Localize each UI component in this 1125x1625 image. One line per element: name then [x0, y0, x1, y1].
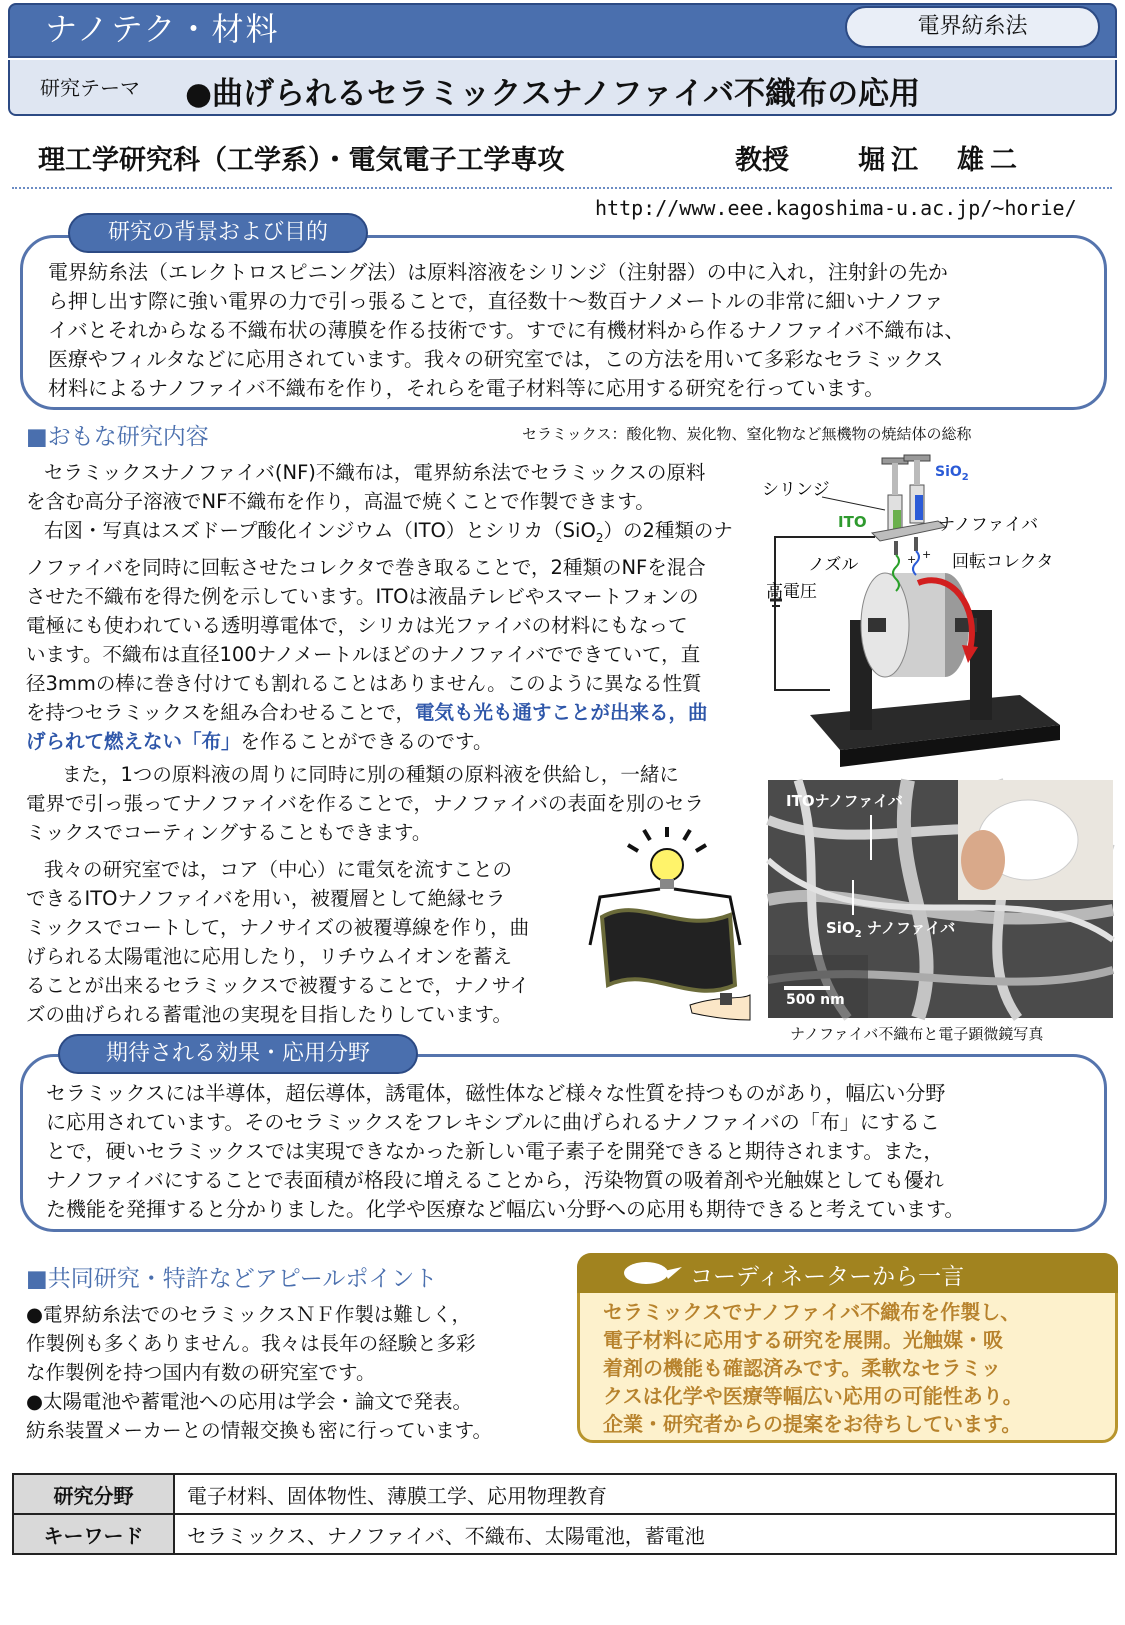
main-paragraph-1: セラミックスナノファイバ(NF)不織布は，電界紡糸法でセラミックスの原料 を含む高分子溶液でNF不織布を作り，高温で焼くことで作製できます。 右図・写真はスズドープ酸化インジウム（ITO）とシリカ（SiO$_2$）の2種類のナ ノファイバを同時に回転させたコレクタで巻き取ることで，2種類のNFを混合 させた不織布を得た例を示しています。ITOは液晶テレビやスマートフォンの 電極にも使われている透明導電体で，シリカは光ファイバの材料にもなって います。不織布は直径100ナノメートルほどのナノファイバでできていて，直 径3mmの棒に巻き付けても割れることはありません。このように異なる性質 を持つセラミックスを組み合わせることで，電気も光も通すことが出来る，曲 げられて燃えない「布」を作ることができるのです。	[26, 461, 733, 753]
keyword-value: セラミックス、ナノファイバ、不織布、太陽電池，蓄電池	[174, 1514, 1116, 1554]
photo-ito-label: ITOナノファイバ	[786, 792, 903, 810]
table-row	[13, 1474, 1116, 1514]
effects-heading: 期待される効果・応用分野	[58, 1034, 418, 1074]
keyword-label: キーワード	[13, 1514, 174, 1554]
appeal-text: ●電界紡糸法でのセラミックスＮＦ作製は難しく， 作製例も多くありません。我々は長年の経験と多彩 な作製例を持つ国内有数の研究室です。 ●太陽電池や蓄電池への応用は学会・論文で発表。 紡糸装置メーカーとの情報交換も密に行っています。	[26, 1303, 493, 1442]
label-nozzle: ノズル	[808, 555, 859, 575]
photo-sio2-label: SiO$_2$ ナノファイバ	[826, 919, 956, 940]
coordinator-heading: コーディネーターから一言	[690, 1264, 965, 1290]
method-badge: 電界紡糸法	[845, 6, 1100, 48]
sem-fibers	[768, 780, 1113, 1018]
flexible-solar-cell	[602, 910, 735, 991]
highlight-text: 電気も光も通すことが出来る，曲	[415, 700, 708, 724]
highlight-text: げられて燃えない「布」	[26, 729, 241, 753]
author-name: 堀江 雄二	[858, 145, 1023, 176]
main-paragraph-2: また，1つの原料液の周りに同時に別の種類の原料液を供給し，一緒に 電界で引っ張ってナノファイバを作ることで，ナノファイバの表面を別のセラ ミックスでコーティングすることもできます。	[26, 763, 704, 844]
field-label: 研究分野	[13, 1474, 174, 1514]
label-ito: ITO	[838, 513, 867, 531]
photo-caption: ナノファイバ不織布と電子顕微鏡写真	[790, 1025, 1044, 1043]
photo-scale-label: 500 nm	[786, 992, 845, 1008]
coordinator-text: セラミックスでナノファイバ不織布を作製し、 電子材料に応用する研究を展開。光触媒・吸 着剤の機能も確認済みです。柔軟なセラミッ クスは化学や医療等幅広い応用の可能性あり。 企業・研究者からの提案をお待ちしています。	[603, 1300, 1023, 1436]
light-bulb-icon	[651, 849, 683, 881]
author-position: 教授	[735, 145, 789, 176]
main-paragraph-3: 我々の研究室では，コア（中心）に電気を流すことの できるITOナノファイバを用い，被覆層として絶縁セラ ミックスでコートして，ナノサイズの被覆導線を作り，曲 げられる太陽電池に応用したり，リチウムイオンを蓄え ることが出来るセラミックスで被覆することで，ナノサイ ズの曲げられる蓄電池の実現を目指したりしています。	[26, 858, 530, 1026]
sio2-solution	[915, 495, 923, 520]
svg-text:+: +	[907, 553, 917, 566]
author-department: 理工学研究科（工学系）・電気電子工学専攻	[38, 145, 565, 176]
electrospinning-diagram	[762, 455, 1070, 775]
ito-solution	[893, 510, 901, 530]
flexible-cell-illustration	[580, 835, 755, 1025]
label-nanofiber: ナノファイバ	[938, 515, 1039, 535]
label-syringe: シリンジ	[762, 480, 830, 500]
ceramics-note: セラミックス：酸化物、炭化物、窒化物など無機物の焼結体の総称	[522, 425, 972, 443]
field-value: 電子材料、固体物性、薄膜工学、応用物理教育	[174, 1474, 1116, 1514]
effects-text: セラミックスには半導体，超伝導体，誘電体，磁性体など様々な性質を持つものがあり，幅広い分野 に応用されています。そのセラミックスをフレキシブルに曲げられるナノファイバの「布」にするこ とで，硬いセラミックスでは実現できなかった新しい電子素子を開発できると期待されます。また， ナノファイバにすることで表面積が格段に増えることから，汚染物質の吸着剤や光触媒としても優れ た機能を発揮すると分かりました。化学や医療など幅広い分野への応用も期待できると考えています。	[46, 1081, 965, 1221]
svg-text:+: +	[922, 548, 932, 561]
theme-label: 研究テーマ	[40, 76, 140, 100]
info-table	[12, 1473, 1117, 1555]
lab-url-link[interactable]: http://www.eee.kagoshima-u.ac.jp/~horie/	[595, 196, 1077, 220]
nozzle-bar	[872, 521, 946, 541]
background-text: 電界紡糸法（エレクトロスピニング法）は原料溶液をシリンジ（注射器）の中に入れ，注射針の先か ら押し出す際に強い電界の力で引っ張ることで，直径数十〜数百ナノメートルの非常に細いナノファ イバとそれからなる不織布状の薄膜を作る技術です。すでに有機材料から作るナノファイバ不織布は、 医療やフィルタなどに応用されています。我々の研究室では，この方法を用いて多彩なセラミックス 材料によるナノファイバ不織布を作り，それらを電子材料等に応用する研究を行っています。	[48, 260, 965, 400]
table-row	[13, 1514, 1116, 1554]
category-title: ナノテク・材料	[45, 10, 280, 48]
appeal-heading: ■共同研究・特許などアピールポイント	[26, 1266, 438, 1292]
main-heading: ■おもな研究内容	[26, 424, 209, 450]
theme-title: ●曲げられるセラミックスナノファイバ不織布の応用	[185, 76, 921, 112]
label-sio2: SiO$_2$	[935, 464, 969, 483]
background-heading: 研究の背景および目的	[68, 213, 368, 253]
dotted-divider	[12, 187, 1112, 189]
label-voltage: 高電圧	[766, 582, 817, 602]
speech-bubble-icon	[622, 1259, 682, 1287]
label-collector: 回転コレクタ	[952, 552, 1054, 572]
sem-photo	[768, 780, 1113, 1018]
